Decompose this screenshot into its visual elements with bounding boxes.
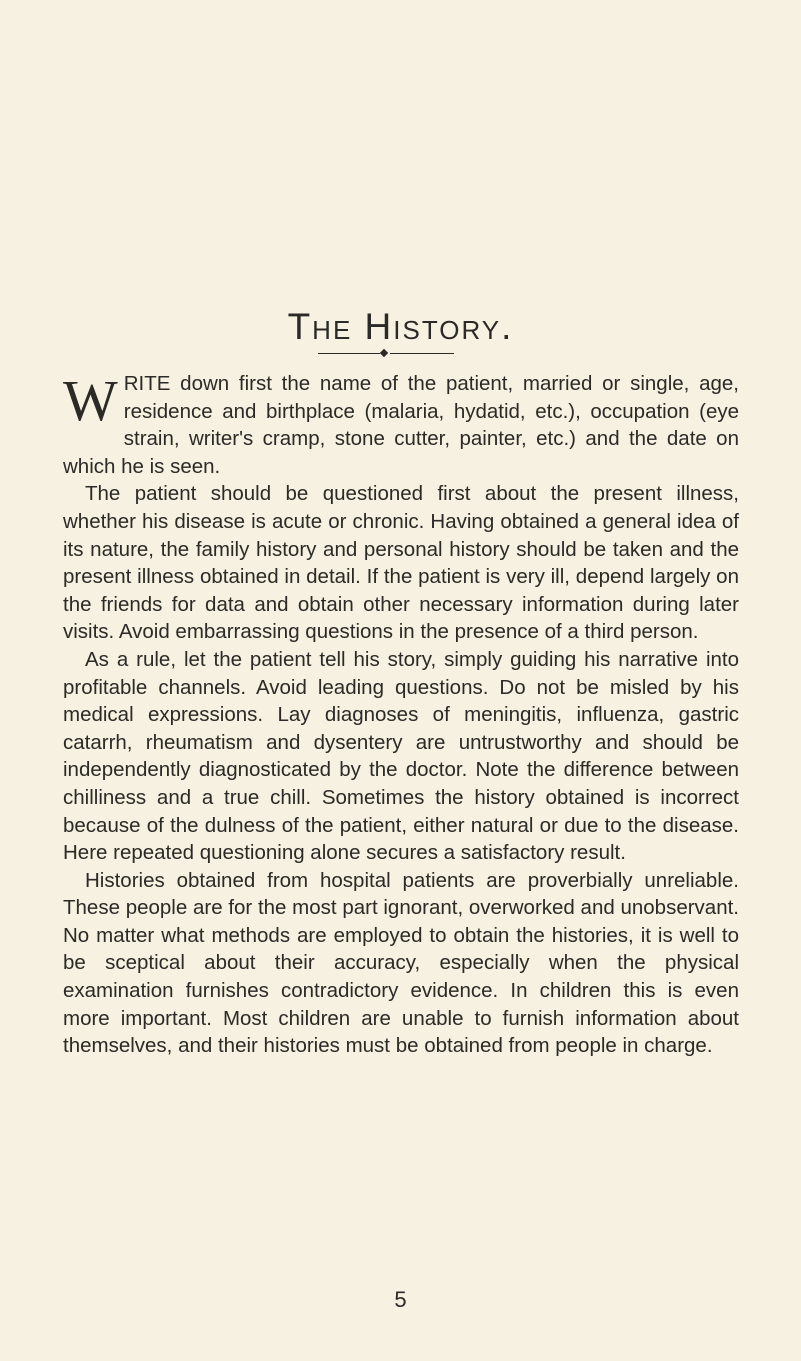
paragraph-3: As a rule, let the patient tell his story, simply guiding his narrative into profitable channels. Avoid leading questions. Do not be misled by his medical expressions. Lay diagnoses of meningitis, influenza, gastric catarrh, rheumatism and dysentery are untrustworthy and should be independently diagnosticated by the doctor. Note the difference between chilliness and a true chill. Sometimes the history obtained is incorrect because of the dulness of the patient, either natural or due to the disease. Here repeated questioning alone secures a satisfactory result.: [63, 647, 739, 865]
paragraph-4: Histories obtained from hospital patients are proverbially unreliable. These people are for the most part ignorant, overworked and unobservant. No matter what methods are employed to obtain the histories, it is well to be sceptical about their accuracy, especially when the physical examination furnishes contradictory evidence. In children this is even more important. Most children are unable to furnish information about themselves, and their histories must be obtained from people in charge.: [63, 868, 739, 1058]
ornament-diamond-icon: [380, 349, 388, 357]
ornament-rule-left: [318, 353, 380, 354]
page-title: The History.: [287, 305, 514, 347]
body-text: [63, 370, 739, 1060]
paragraph-1: [63, 370, 739, 480]
ornament-rule-right: [390, 353, 454, 354]
paragraph-1-text: RITE down first the name of the patient, married or single, age, residence and birthplace (malaria, hydatid, etc.), occupation (eye strain, writer's cramp, stone cutter, painter, etc.) and the date on which he is seen.: [63, 372, 739, 478]
paragraph-2: The patient should be questioned first about the present illness, whether his disease is acute or chronic. Having obtained a general idea of its nature, the family history and personal history should be taken and the present illness obtained in detail. If the patient is very ill, depend largely on the friends for data and obtain other necessary information during later visits. Avoid embarrassing questions in the presence of a third person.: [63, 482, 739, 644]
title-ornament-divider: [318, 350, 454, 358]
drop-cap: W: [63, 368, 118, 433]
page-number: 5: [394, 1287, 407, 1312]
